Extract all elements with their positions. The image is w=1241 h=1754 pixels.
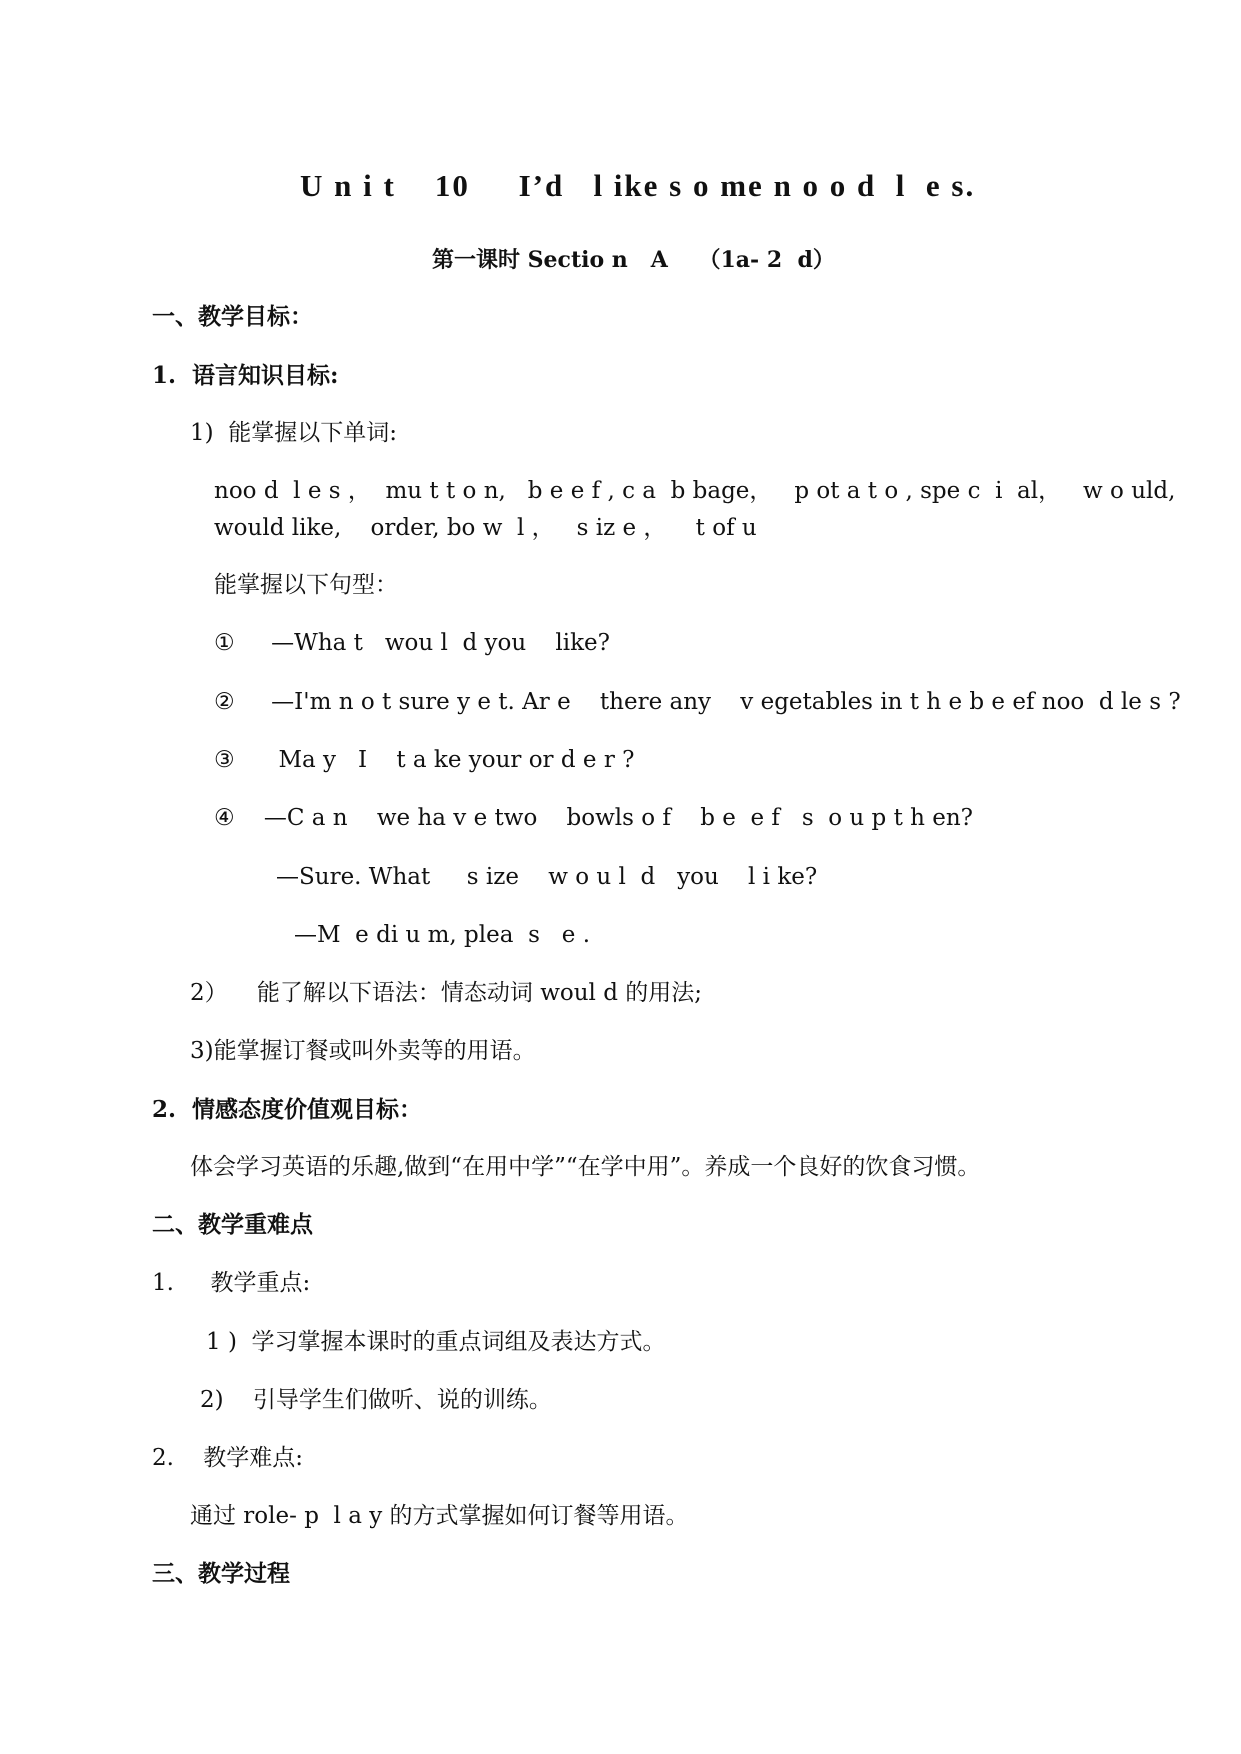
heading-emotional-goals: 2. 情感态度价值观目标： bbox=[152, 1096, 423, 1123]
heading-language-knowledge-goals: 1. 语言知识目标: bbox=[152, 362, 339, 389]
item-vocabulary-label: 1) 能掌握以下单词: bbox=[190, 420, 397, 446]
sentence-pattern-3: ③ Ma y I t a ke your or d e r ? bbox=[214, 747, 635, 773]
section-heading-key-difficult-points: 二、教学重难点 bbox=[152, 1211, 313, 1238]
sentence-pattern-4-reply-2: —M e di u m, plea s e . bbox=[294, 922, 591, 948]
vocabulary-line-2: would like, order, bo w l ， s iz e ， t of u bbox=[214, 515, 757, 541]
section-heading-teaching-goals: 一、教学目标： bbox=[152, 303, 313, 330]
sentence-pattern-4: ④ —C a n we ha v e two bowls o f b e e f s o u p t h en? bbox=[214, 805, 973, 831]
section-heading-teaching-process: 三、教学过程 bbox=[152, 1560, 290, 1587]
key-point-2: 2) 引导学生们做听、说的训练。 bbox=[200, 1387, 552, 1413]
page-title: U n i t 10 I’d l ike s o me n o o d l e s. bbox=[300, 168, 976, 203]
item-ordering-language: 3)能掌握订餐或叫外卖等的用语。 bbox=[190, 1038, 536, 1064]
sentence-pattern-1: ① —Wha t wou l d you like? bbox=[214, 630, 610, 656]
difficult-points-label: 2. 教学难点: bbox=[152, 1445, 303, 1471]
vocabulary-line-1: noo d l e s ， mu t t o n, b e e f , c a b bage， p ot a t o , spe c i al， w o uld, bbox=[214, 478, 1176, 504]
emotional-goals-text: 体会学习英语的乐趣,做到“在用中学”“在学中用”。养成一个良好的饮食习惯。 bbox=[190, 1154, 981, 1180]
difficult-point-1: 通过 role- p l a y 的方式掌握如何订餐等用语。 bbox=[190, 1503, 689, 1529]
key-points-label: 1. 教学重点: bbox=[152, 1270, 311, 1296]
key-point-1: 1 ) 学习掌握本课时的重点词组及表达方式。 bbox=[206, 1329, 666, 1355]
sentence-pattern-4-reply-1: —Sure. What s ize w o u l d you l i ke? bbox=[276, 864, 818, 890]
sentence-pattern-2: ② —I'm n o t sure y e t. Ar e there any v egetables in t h e b e ef noo d le s ? bbox=[214, 689, 1181, 715]
lesson-subtitle: 第一课时 Sectio n A （1a- 2 d） bbox=[432, 247, 835, 273]
item-grammar: 2） 能了解以下语法：情态动词 woul d 的用法; bbox=[190, 980, 702, 1006]
sentence-patterns-label: 能掌握以下句型： bbox=[214, 572, 398, 598]
